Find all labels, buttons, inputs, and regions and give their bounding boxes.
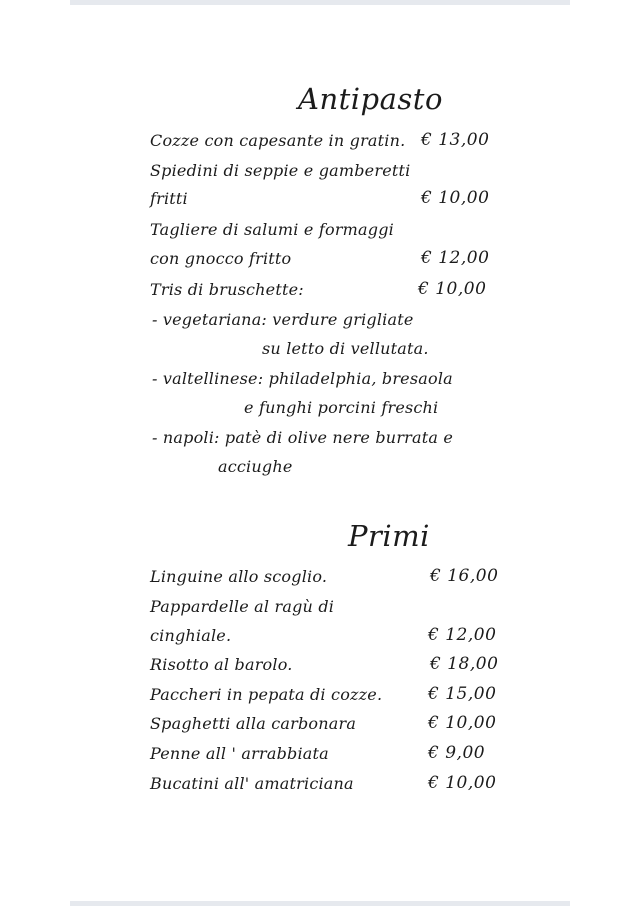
menu-item-name-continued: cinghiale.: [150, 626, 232, 645]
section-title-primi: Primi: [348, 519, 430, 553]
menu-item-name: Tris di bruschette:: [150, 280, 304, 299]
menu-item-price: € 10,00: [421, 188, 490, 208]
menu-item-price: € 15,00: [428, 684, 497, 704]
menu-item-name: Paccheri in pepata di cozze.: [150, 685, 383, 704]
bruschetta-variant: - vegetariana: verdure grigliate: [152, 310, 414, 329]
menu-item-price: € 10,00: [418, 279, 487, 299]
bruschetta-variant-continued: acciughe: [218, 457, 293, 476]
menu-item-price: € 9,00: [428, 743, 486, 763]
menu-item-name: Cozze con capesante in gratin.: [150, 131, 406, 150]
menu-item-price: € 13,00: [421, 130, 490, 150]
menu-item-price: € 10,00: [428, 713, 497, 733]
top-edge-divider: [70, 0, 570, 5]
bruschetta-variant: - valtellinese: philadelphia, bresaola: [152, 369, 453, 388]
bottom-edge-divider: [70, 901, 570, 906]
menu-item-price: € 18,00: [430, 654, 499, 674]
menu-item-name-continued: con gnocco fritto: [150, 249, 292, 268]
bruschetta-variant-continued: su letto di vellutata.: [262, 339, 429, 358]
bruschetta-variant-continued: e funghi porcini freschi: [244, 398, 439, 417]
section-title-antipasto: Antipasto: [298, 82, 443, 116]
menu-item-price: € 12,00: [421, 248, 490, 268]
menu-item-name: Spaghetti alla carbonara: [150, 714, 357, 733]
bruschetta-variant: - napoli: patè di olive nere burrata e: [152, 428, 454, 447]
menu-item-name-continued: fritti: [150, 189, 188, 208]
menu-item-name: Tagliere di salumi e formaggi: [150, 220, 394, 239]
menu-item-name: Spiedini di seppie e gamberetti: [150, 161, 411, 180]
menu-item-name: Pappardelle al ragù di: [150, 597, 335, 616]
menu-item-name: Risotto al barolo.: [150, 655, 293, 674]
menu-item-price: € 10,00: [428, 773, 497, 793]
menu-item-name: Penne all ' arrabbiata: [150, 744, 329, 763]
menu-item-name: Linguine allo scoglio.: [150, 567, 328, 586]
menu-item-price: € 12,00: [428, 625, 497, 645]
menu-item-name: Bucatini all' amatriciana: [150, 774, 354, 793]
menu-item-price: € 16,00: [430, 566, 499, 586]
